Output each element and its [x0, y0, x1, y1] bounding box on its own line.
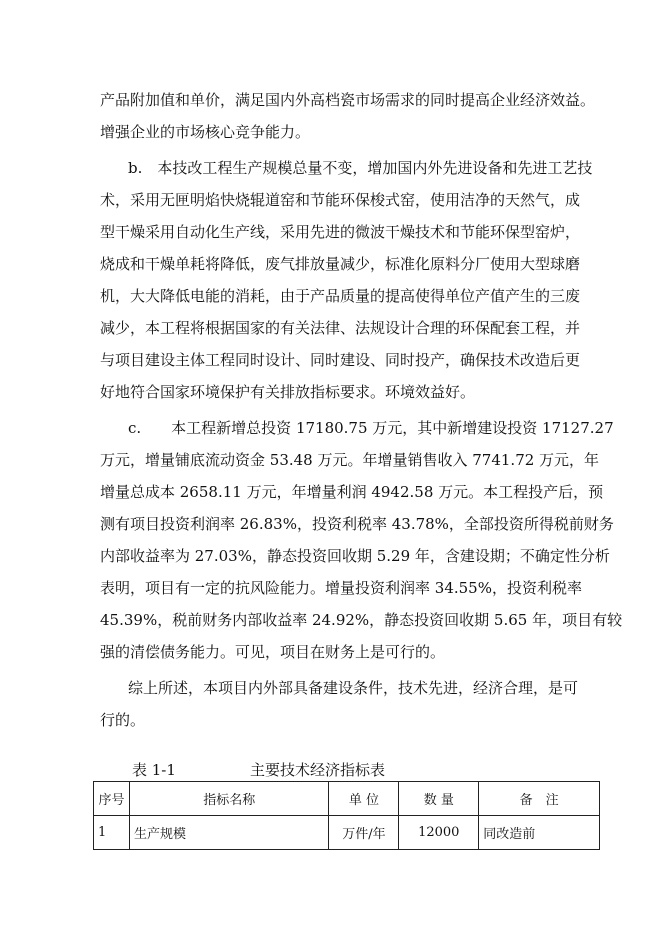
paragraph-b-line: 与项目建设主体工程同时设计、同时建设、同时投产，确保技术改造后更 — [100, 351, 581, 369]
table-header-row — [94, 782, 600, 816]
summary-line: 综上所述，本项目内外部具备建设条件，技术先进，经济合理，是可 — [128, 679, 579, 697]
paragraph-line: 增强企业的市场核心竞争能力。 — [100, 123, 311, 141]
table-label: 表 1-1 — [132, 761, 176, 779]
paragraph-b-line: 型干燥采用自动化生产线，采用先进的微波干燥技术和节能环保型窑炉， — [100, 223, 581, 241]
paragraph-b-line: 好地符合国家环境保护有关排放指标要求。环境效益好。 — [100, 383, 476, 401]
header-cell-index: 序号 — [94, 782, 130, 816]
cell-remarks: 同改造前 — [479, 816, 600, 850]
paragraph-b-line: 术，采用无匣明焰快烧辊道窑和节能环保梭式窑，使用洁净的天然气，成 — [100, 191, 581, 209]
table-row — [94, 816, 600, 850]
cell-name: 生产规模 — [129, 816, 328, 850]
header-cell-unit: 单 位 — [329, 782, 399, 816]
header-cell-name: 指标名称 — [129, 782, 328, 816]
paragraph-c-line: c. 本工程新增总投资 17180.75 万元，其中新增建设投资 17127.27 — [128, 419, 614, 437]
cell-index: 1 — [94, 816, 130, 850]
paragraph-c-line: 强的清偿债务能力。可见，项目在财务上是可行的。 — [100, 643, 446, 661]
paragraph-c-line: 万元，增量铺底流动资金 53.48 万元。年增量销售收入 7741.72 万元，年 — [100, 451, 600, 469]
paragraph-b-line: 烧成和干燥单耗将降低，废气排放量减少，标准化原料分厂使用大型球磨 — [100, 255, 581, 273]
paragraph-line: 产品附加值和单价，满足国内外高档瓷市场需求的同时提高企业经济效益。 — [100, 91, 596, 109]
tech-economic-indicators-table — [93, 781, 600, 850]
paragraph-b-line: b. 本技改工程生产规模总量不变，增加国内外先进设备和先进工艺技 — [128, 159, 593, 177]
cell-quantity: 12000 — [399, 816, 479, 850]
paragraph-c-line: 内部收益率为 27.03%，静态投资回收期 5.29 年，含建设期；不确定性分析 — [100, 547, 610, 565]
paragraph-b-line: 减少，本工程将根据国家的有关法律、法规设计合理的环保配套工程，并 — [100, 319, 581, 337]
paragraph-c-line: 45.39%，税前财务内部收益率 24.92%，静态投资回收期 5.65 年，项目有较 — [100, 611, 623, 629]
header-cell-remarks: 备 注 — [479, 782, 600, 816]
paragraph-c-line: 表明，项目有一定的抗风险能力。增量投资利润率 34.55%，投资利税率 — [100, 579, 582, 597]
header-cell-quantity: 数 量 — [399, 782, 479, 816]
paragraph-c-line: 测有项目投资利润率 26.83%，投资利税率 43.78%，全部投资所得税前财务 — [100, 515, 614, 533]
table-title: 主要技术经济指标表 — [250, 761, 386, 779]
paragraph-b-line: 机，大大降低电能的消耗，由于产品质量的提高使得单位产值产生的三废 — [100, 287, 581, 305]
summary-line: 行的。 — [100, 711, 146, 729]
cell-unit: 万件/年 — [329, 816, 399, 850]
paragraph-c-line: 增量总成本 2658.11 万元，年增量利润 4942.58 万元。本工程投产后，预 — [100, 483, 604, 501]
